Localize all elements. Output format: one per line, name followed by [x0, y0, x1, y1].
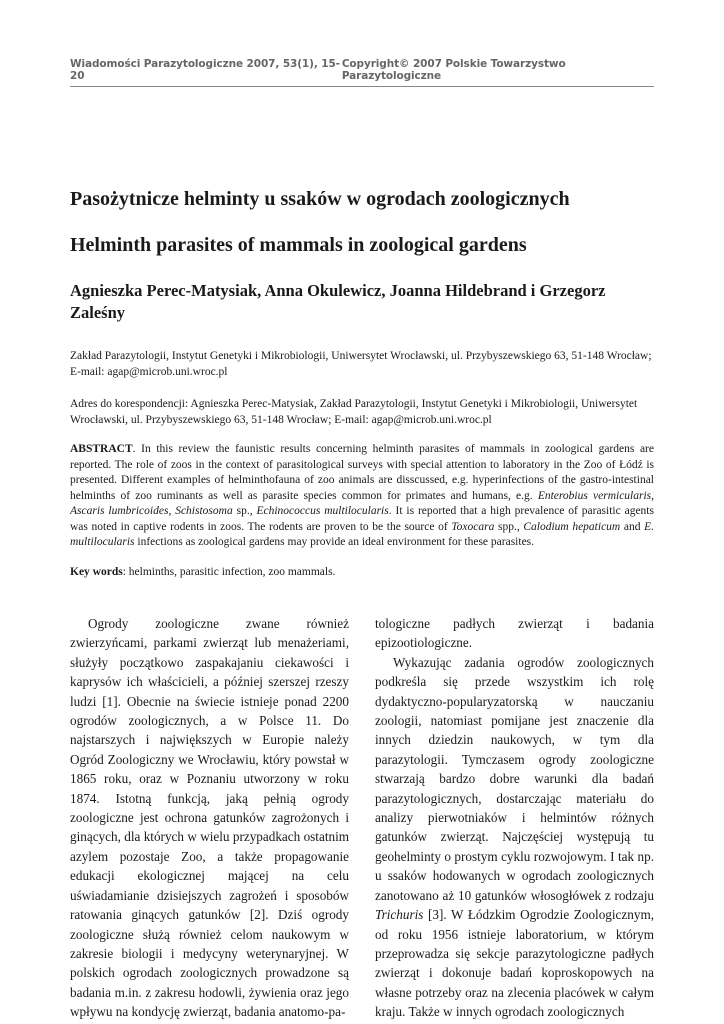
journal-citation: Wiadomości Parazytologiczne 2007, 53(1), 15-20 [70, 58, 340, 82]
right-column [375, 614, 654, 1022]
species-name: Schistosoma [175, 505, 233, 517]
species-name: E. multilocularis [70, 520, 654, 548]
title-english: Helminth parasites of mammals in zoological gardens [70, 234, 527, 256]
title-polish: Pasożytnicze helminty u ssaków w ogrodach zoologicznych [70, 188, 570, 210]
species-name: Enterobius vermicularis [537, 489, 652, 502]
affiliation: Zakład Parazytologii, Instytut Genetyki i Mikrobiologii, Uniwersytet Wrocławski, ul. Przybyszewskiego 63, 51-148 Wrocław; E-mail: agap@microb.uni.wroc.pl [70, 350, 652, 378]
paragraph: Ogrody zoologiczne zwane również zwierzyńcami, parkami zwierząt lub menażeriami, służyły początkowo zaspakajaniu ciekawości i kaprysów ich właścicieli, a później szerszej rzeszy ludzi [1]. Obecnie na świecie istnieje ponad 2200 ogrodów zoologicznych, a w Polsce 11. Do najstarszych i największych w Europie należy Ogród Zoologiczny we Wrocławiu, który powstał w 1865 roku, oraz w Poznaniu utworzony w roku 1874. Istotną funkcją, jaką pełnią ogrody zoologiczne jest ochrona gatunków zagrożonych i ginących, dla których w wielu przypadkach ostatnim azylem pozostaje Zoo, a także propagowanie edukacji ekologicznej mającej na celu uświadamianie dzisiejszych zagrożeń i sposobów ratowania ginących gatunków [2]. Dziś ogrody zoologiczne służą również celom naukowym w zakresie biologii i medycyny weterynaryjnej. W polskich ogrodach zoologicznych prowadzone są badania m.in. z zakresu hodowli, żywienia oraz jego wpływu na kondycję zwierząt, badania anatomo-pa- [70, 616, 349, 1020]
abstract-label: ABSTRACT [70, 443, 133, 455]
abstract-text: . In this review the faunistic results concerning helminth parasites of mammals in zoological gardens are reported. The role of zoos in the context of parasitological surveys with special attention to laboratory in the Zoo of Łódź is presented. Different examples of helminthofauna of zoo animals are disscussed, e.g. hyperinfections of the gastro-intestinal helminths of zoo ruminants as well as parasite species common for primates and humans, e.g. [70, 443, 654, 502]
species-name: Ascaris lumbricoides [70, 505, 169, 517]
abstract-text: , [168, 505, 176, 517]
author-list: Agnieszka Perec-Matysiak, Anna Okulewicz, Joanna Hildebrand i Grzegorz Zaleśny [70, 281, 606, 322]
abstract-text: sp., [232, 505, 257, 517]
abstract-text: spp., [494, 520, 524, 533]
species-name: Calodium hepaticum [523, 520, 621, 533]
abstract-text: and [620, 520, 645, 533]
keywords-text: : helminths, parasitic infection, zoo mammals. [122, 565, 336, 578]
running-head [70, 58, 654, 87]
correspondence-address: Adres do korespondencji: Agnieszka Perec-Matysiak, Zakład Parazytologii, Instytut Genetyki i Mikrobiologii, Uniwersytet Wrocławski, ul. Przybyszewskiego 63, 51-148 Wrocław; E-mail: agap@microb.uni.wroc.pl [70, 398, 638, 426]
copyright-notice: Copyright© 2007 Polskie Towarzystwo Parazytologiczne [341, 58, 566, 82]
left-column [70, 614, 349, 1022]
paragraph-text: Wykazując zadania ogrodów zoologicznych podkreśla się przede wszystkim ich rolę dydaktyczno-popularyzatorską w nauczaniu zoologii, natomiast pomijane jest znaczenie dla innych dziedzin naukowych, w tym dla parazytologii. Tymczasem ogrody zoologiczne stwarzają bardzo dobre warunki dla badań parazytologicznych, dostarczając materiału do analizy pierwotniaków i helmintów różnych gatunków zwierząt. Najczęściej występują tu geohelminty o prostym cyklu rozwojowym. I tak np. u ssaków hodowanych w ogrodach zoologicznych zanotowano aż 10 gatunków włosogłówek z rodzaju [375, 654, 654, 903]
keywords-label: Key words [70, 565, 123, 578]
abstract [70, 442, 654, 551]
article-content [70, 186, 654, 1022]
species-name: Toxocara [451, 520, 495, 533]
genus-name: Trichuris [375, 907, 424, 923]
paragraph [375, 653, 654, 1022]
body-columns [70, 614, 654, 1022]
paragraph-text: [3]. W Łódzkim Ogrodzie Zoologicznym, od roku 1956 istnieje laboratorium, w którym przeprowadza się sekcje parazytologiczne padłych zwierząt i dokonuje badań koproskopowych na własne potrzeby oraz na zlecenia placówek w całym kraju. Także w innych ogrodach zoologicznych [375, 907, 654, 1020]
species-name: Echinococcus multilocularis [256, 505, 389, 517]
paragraph: tologiczne padłych zwierząt i badania epizootiologiczne. [375, 616, 654, 651]
abstract-text: , [651, 489, 655, 502]
abstract-text: infections as zoological gardens may provide an ideal environment for these parasites. [134, 536, 535, 548]
keywords [70, 565, 654, 581]
abstract-text: . It is reported that a high prevalence of parasitic agents was noted in captive rodents in zoos. The rodents are proven to be the source of [70, 505, 654, 533]
